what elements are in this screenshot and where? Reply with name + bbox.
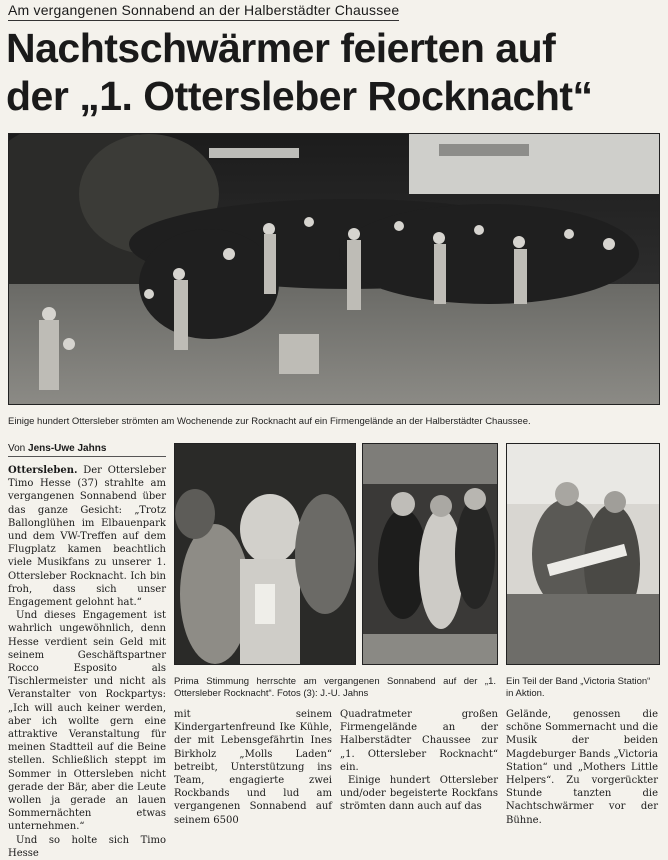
band-photo xyxy=(506,443,660,665)
article-column-1 xyxy=(8,464,166,860)
byline xyxy=(8,443,166,457)
kicker: Am vergangenen Sonnabend an der Halberstädter Chaussee xyxy=(8,2,399,21)
dancers-photo xyxy=(362,443,498,665)
byline-name: Jens-Uwe Jahns xyxy=(28,443,107,454)
headline-line-2: der „1. Ottersleber Rocknacht“ xyxy=(6,73,593,119)
article-paragraph-2: Und dieses Engagement ist wahrlich ungewöhnlich, denn Hesse verdient sein Geld mit seinem Geschäftspartner Rocco Esposito als Tischlermeister und nicht als Veranstalter von Rockpartys: „Ich will auch keiner werden, aber ich wollte gern eine attraktive Veranstaltung für meinen Stadtteil auf die Beine stellen. Schließlich steppt im Sommer in Ottersleben nicht gerade der Bär, aber die Leute wollen ja gerade an lauen Sommernächten etwas unternehmen.“ xyxy=(8,610,166,833)
paragraph-text-1: Der Ottersleber Timo Hesse (37) strahlte am vergangenen Sonnabend über das ganze Gesicht: „Trotz Ballonglühen im Elbauenpark und dem VW-Treffen auf dem Flugplatz kamen beachtlich viele Musikfans zu unserer 1. Ottersleber Rocknacht. Ich bin froh, dass sich unser Engagement gelohnt hat.“ xyxy=(8,465,166,609)
headline-line-1: Nachtschwärmer feierten auf xyxy=(6,25,556,71)
small-photos-caption xyxy=(174,676,496,700)
column-4-text: Gelände, genossen die schöne Sommernacht und die Musik der beiden Magdeburger Bands „Victoria Station“ und „Mothers Little Helpers“. Zu vorgerückter Stunde tanzten die Nachtschwärmer vor der Bühne. xyxy=(506,709,658,826)
headline xyxy=(6,24,662,120)
column-3-paragraph-2: Einige hundert Ottersleber und/oder begeisterte Rockfans strömten dann auch auf das xyxy=(340,775,498,813)
article-column-4 xyxy=(506,708,658,827)
article-column-2 xyxy=(174,708,332,827)
dateline: Ottersleben. xyxy=(8,465,78,476)
small-photos-caption-text: Prima Stimmung herrschte am vergangenen Sonnabend auf der „1. Ottersleber Rocknacht“. xyxy=(174,676,496,699)
main-photo-caption: Einige hundert Ottersleber strömten am Wochenende zur Rocknacht auf ein Firmengelände an der Halberstädter Chaussee. xyxy=(8,416,531,427)
band-photo-caption: Ein Teil der Band „Victoria Station“ in Aktion. xyxy=(506,676,651,699)
column-2-text: mit seinem Kindergartenfreund Ike Kühle, der mit Lebensgefährtin Ines Birkholz „Molls Laden“ betreibt, Unterstützung ins Team, engagierte zwei Rockbands und lud am vergangenen Sonnabend auf seinem 6500 xyxy=(174,709,332,826)
crowd-closeup-photo xyxy=(174,443,356,665)
article-paragraph-1 xyxy=(8,464,166,609)
byline-prefix: Von xyxy=(8,443,26,454)
article-column-3 xyxy=(340,708,498,814)
article-paragraph-3: Und so holte sich Timo Hesse xyxy=(8,834,166,859)
main-photo xyxy=(8,133,660,405)
column-3-paragraph-1: Quadratmeter großen Firmengelände an der Halberstädter Chaussee zur „1. Ottersleber Rocknacht“ ein. xyxy=(340,709,498,773)
photo-credit: Fotos (3): J.-U. Jahns xyxy=(276,688,369,699)
